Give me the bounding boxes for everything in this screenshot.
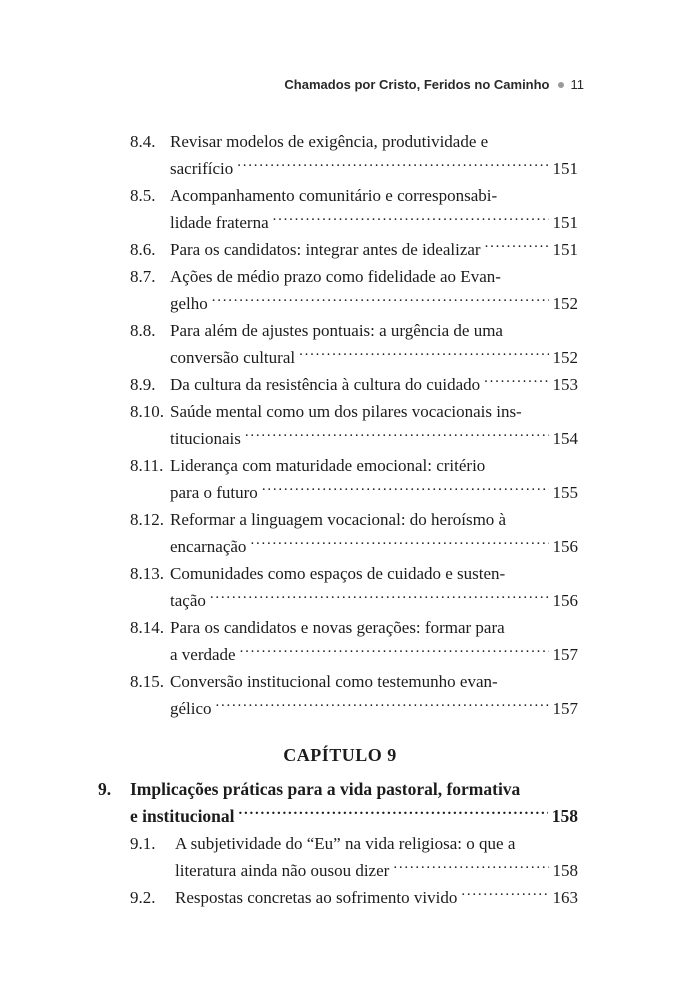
entry-title-line: gelho — [170, 294, 208, 313]
bullet-separator — [558, 82, 564, 88]
dot-leader — [485, 236, 549, 263]
running-header — [284, 77, 584, 92]
entry-page: 154 — [552, 429, 578, 448]
entry-number: 9.2. — [130, 888, 156, 907]
toc-entry[interactable] — [0, 506, 680, 560]
entry-title-line: Revisar modelos de exigência, produtividade e — [170, 132, 489, 151]
chapter-number: 9. — [98, 779, 112, 799]
entry-number: 8.14. — [130, 618, 164, 637]
dot-leader — [240, 641, 549, 668]
entry-number: 8.10. — [130, 402, 164, 421]
entry-title-line: Para além de ajustes pontuais: a urgência de uma — [170, 321, 503, 340]
dot-leader — [262, 479, 549, 506]
dot-leader — [484, 371, 548, 398]
dot-leader — [212, 290, 549, 317]
entry-page: 157 — [552, 645, 578, 664]
entry-title-line: Comunidades como espaços de cuidado e susten- — [170, 564, 506, 583]
entry-title-line: a verdade — [170, 645, 236, 664]
entry-page: 151 — [552, 159, 578, 178]
entry-title-line: Para os candidatos e novas gerações: formar para — [170, 618, 505, 637]
entry-number: 8.15. — [130, 672, 164, 691]
entry-title-line: conversão cultural — [170, 348, 296, 367]
entry-title-line: tação — [170, 591, 206, 610]
entry-title-line: Respostas concretas ao sofrimento vivido — [175, 888, 458, 907]
toc-entry[interactable] — [0, 371, 680, 398]
entry-page: 163 — [552, 888, 578, 907]
dot-leader — [250, 533, 548, 560]
dot-leader — [239, 803, 548, 830]
book-title: Chamados por Cristo, Feridos no Caminho — [284, 77, 550, 92]
toc-entry[interactable] — [0, 614, 680, 668]
toc-entry[interactable] — [0, 236, 680, 263]
entry-title-line: gélico — [170, 699, 212, 718]
entry-title-line: titucionais — [170, 429, 241, 448]
entry-title-line: literatura ainda não ousou dizer — [175, 861, 390, 880]
chapter-heading: CAPÍTULO 9 — [283, 745, 397, 765]
toc-entry[interactable] — [0, 452, 680, 506]
entry-page: 157 — [552, 699, 578, 718]
toc-entry[interactable] — [0, 317, 680, 371]
toc-entry[interactable] — [0, 398, 680, 452]
entry-page: 151 — [552, 240, 578, 259]
entry-title-line: Ações de médio prazo como fidelidade ao Evan- — [170, 267, 501, 286]
entry-title-line: Acompanhamento comunitário e corresponsabi- — [170, 186, 498, 205]
toc-entry[interactable] — [0, 668, 680, 722]
table-of-contents — [0, 128, 680, 722]
toc-entry[interactable] — [0, 560, 680, 614]
entry-title-line: para o futuro — [170, 483, 258, 502]
chapter-title-line: e institucional — [130, 806, 235, 826]
entry-page: 158 — [552, 861, 578, 880]
entry-title-line: sacrifício — [170, 159, 234, 178]
entry-title-line: Conversão institucional como testemunho evan- — [170, 672, 498, 691]
entry-number: 8.8. — [130, 321, 156, 340]
entry-title-line: encarnação — [170, 537, 247, 556]
entry-title-line: lidade fraterna — [170, 213, 269, 232]
entry-number: 8.11. — [130, 456, 164, 475]
chapter-title-line: Implicações práticas para a vida pastoral, formativa — [130, 779, 521, 799]
entry-title-line: Para os candidatos: integrar antes de idealizar — [170, 240, 481, 259]
dot-leader — [273, 209, 549, 236]
entry-page: 152 — [552, 348, 578, 367]
entry-number: 8.12. — [130, 510, 164, 529]
dot-leader — [210, 587, 549, 614]
entry-page: 153 — [552, 375, 578, 394]
entry-number: 8.5. — [130, 186, 156, 205]
entry-number: 8.6. — [130, 240, 156, 259]
entry-page: 155 — [552, 483, 578, 502]
entry-page: 151 — [552, 213, 578, 232]
entry-title-line: A subjetividade do “Eu” na vida religiosa: o que a — [175, 834, 516, 853]
entry-page: 156 — [552, 537, 578, 556]
dot-leader — [245, 425, 549, 452]
dot-leader — [299, 344, 548, 371]
dot-leader — [216, 695, 549, 722]
toc-entry[interactable] — [0, 128, 680, 182]
dot-leader — [461, 884, 548, 911]
entry-number: 8.7. — [130, 267, 156, 286]
entry-title-line: Liderança com maturidade emocional: critério — [170, 456, 486, 475]
page-number: 11 — [570, 77, 584, 92]
entry-title-line: Da cultura da resistência à cultura do cuidado — [170, 375, 481, 394]
toc-entry[interactable] — [0, 182, 680, 236]
entry-number: 8.13. — [130, 564, 164, 583]
dot-leader — [393, 857, 548, 884]
entry-page: 152 — [552, 294, 578, 313]
entry-number: 8.4. — [130, 132, 156, 151]
entry-number: 8.9. — [130, 375, 156, 394]
entry-title-line: Reformar a linguagem vocacional: do heroísmo à — [170, 510, 507, 529]
entry-title-line: Saúde mental como um dos pilares vocacionais ins- — [170, 402, 522, 421]
entry-page: 156 — [552, 591, 578, 610]
dot-leader — [237, 155, 548, 182]
chapter-page: 158 — [551, 806, 578, 826]
toc-entry[interactable] — [0, 263, 680, 317]
entry-number: 9.1. — [130, 834, 156, 853]
